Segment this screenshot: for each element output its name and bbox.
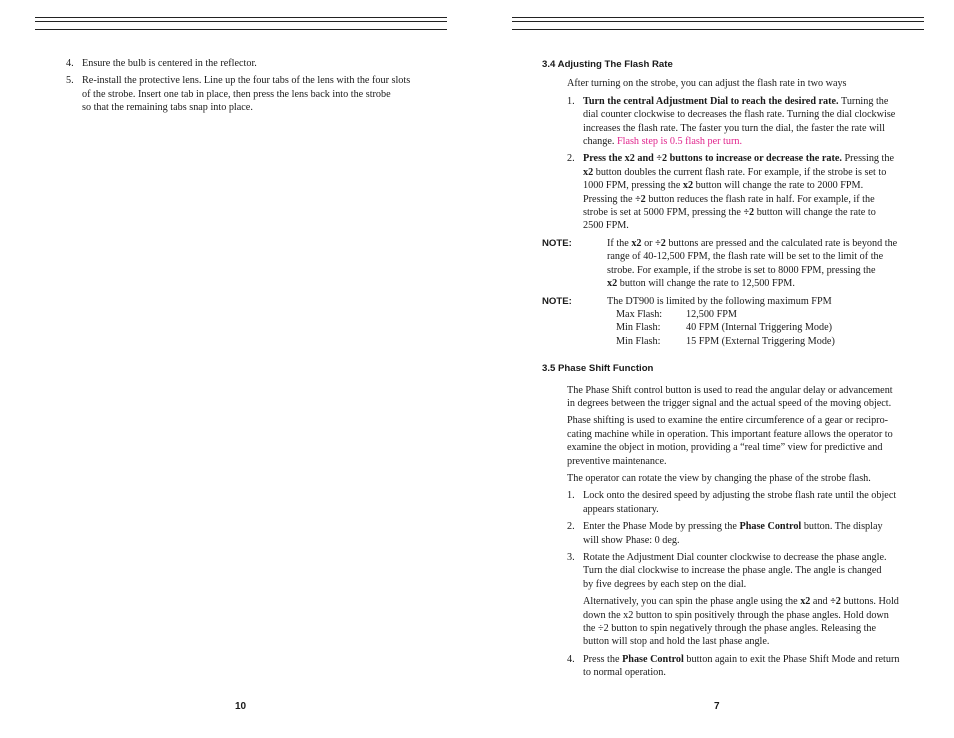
fpm-limits-table: Max Flash: 12,500 FPM Min Flash: 40 FPM (Internal Triggering Mode) Min Flash: 15 FPM (External Triggering Mode): [616, 308, 835, 347]
page-number-right: 7: [714, 701, 720, 712]
right-page: [542, 58, 932, 680]
note-block: NOTE: If the x2 or ÷2 buttons are pressed and the calculated rate is beyond the range of 40-12,500 FPM, the flash rate will be set to the limit of the strobe. For example, if the strobe is set to 8000 FPM, pressing the x2 button will change the rate to 12,500 FPM.: [542, 237, 898, 290]
list-item: 2. Enter the Phase Mode by pressing the Phase Control button. The display will show Phase: 0 deg.: [567, 521, 883, 546]
paragraph: The Phase Shift control button is used to read the angular delay or advancement in degrees between the trigger signal and the actual speed of the moving object.: [567, 384, 893, 409]
list-item: 2. Press the x2 and ÷2 buttons to increase or decrease the rate. Pressing the x2 button doubles the current flash rate. For example, if the strobe is set to 1000 FPM, pressing the x2 button will change the rate to 2000 FPM. Pressing the ÷2 button reduces the flash rate in half. For example, if the strobe is set at 5000 FPM, pressing the ÷2 button will change the rate to 2500 FPM.: [567, 153, 895, 232]
paragraph: The operator can rotate the view by changing the phase of the strobe flash.: [567, 472, 871, 484]
section-heading-3-5: 3.5 Phase Shift Function: [542, 363, 654, 375]
list-item: 5. Re-install the protective lens. Line up the four tabs of the lens with the four slots of the strobe. Insert one tab in place, then press the lens back into the strobe so that the remaining tabs snap into place.: [66, 75, 411, 114]
list-item: 4. Ensure the bulb is centered in the reflector.: [66, 58, 257, 69]
intro-paragraph: After turning on the strobe, you can adjust the flash rate in two ways: [567, 78, 847, 90]
list-item: 3. Rotate the Adjustment Dial counter clockwise to decrease the phase angle. Turn the dial clockwise to increase the phase angle. The angle is changed by five degrees by each step on the dial. Alternatively, you can spin the phase angle using the x2 and ÷2 buttons. Hold down the x2 button to spin positively through the phase angles. Hold down the ÷2 button to spin negatively through the phase angles. Releasing the button will stop and hold the last phase angle.: [567, 552, 899, 648]
section-heading-3-4: 3.4 Adjusting The Flash Rate: [542, 59, 673, 70]
paragraph: Phase shifting is used to examine the entire circumference of a gear or recipro- cating machine while in operation. This important feature allows the operator to examine the object in motion, providing a “real time” view for predictive and preventive maintenance.: [567, 415, 893, 467]
left-page: [66, 57, 451, 115]
note-block: NOTE: The DT900 is limited by the following maximum FPM Max Flash: 12,500 FPM Min Flash: 40 FPM (Internal Triggering Mode) Min Flash: 15 FPM (External Triggering Mode): [542, 295, 932, 349]
list-item: 4. Press the Phase Control button again to exit the Phase Shift Mode and return to normal operation.: [567, 653, 900, 679]
right-header-rule: [512, 17, 924, 30]
list-item: 1. Turn the central Adjustment Dial to reach the desired rate. Turning the dial counter clockwise to decreases the flash rate. Turning the dial clockwise increases the flash rate. The faster you turn the dial, the faster the rate will change. Flash step is 0.5 flash per turn.: [567, 95, 896, 148]
list-item: 1. Lock onto the desired speed by adjusting the strobe flash rate until the object appears stationary.: [567, 490, 897, 515]
left-header-rule: [35, 17, 447, 30]
page-number-left: 10: [235, 701, 247, 712]
highlighted-note: Flash step is 0.5 flash per turn.: [616, 136, 743, 148]
